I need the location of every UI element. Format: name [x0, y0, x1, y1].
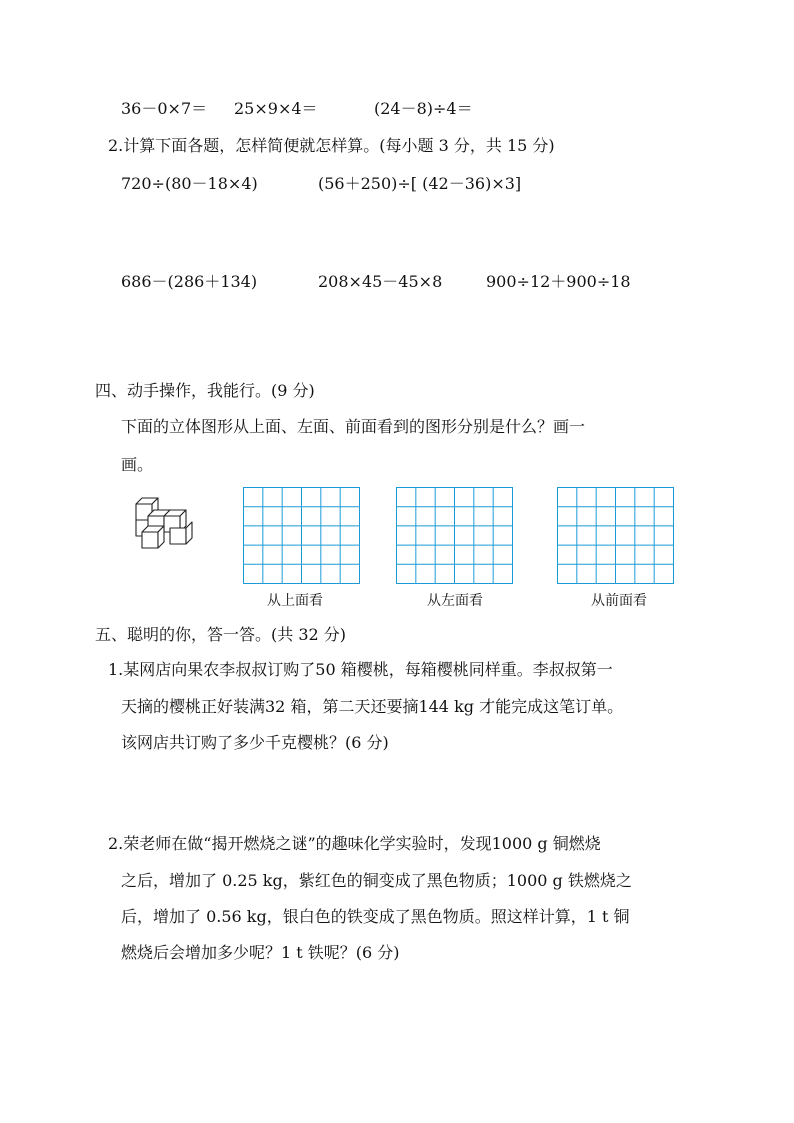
calc-item: 720÷(80－18×4)	[121, 174, 258, 193]
calc-item: (56＋250)÷[ (42－36)×3]	[318, 174, 522, 193]
calc-item: 25×9×4＝	[234, 99, 318, 118]
grid-caption-left: 从左面看	[427, 593, 483, 609]
grid-caption-top: 从上面看	[267, 593, 323, 609]
grid-front-view[interactable]	[557, 487, 675, 585]
cube-stack-figure	[128, 494, 204, 558]
calc-item: 208×45－45×8	[318, 272, 443, 291]
question-1-line: 1.某网店向果农李叔叔订购了50 箱樱桃，每箱樱桃同样重。李叔叔第一	[108, 660, 613, 679]
calc-item: (24－8)÷4＝	[374, 99, 473, 118]
question-2-heading: 2.计算下面各题，怎样简便就怎样算。(每小题 3 分，共 15 分)	[108, 136, 555, 155]
question-2-line: 后，增加了 0.56 kg，银白色的铁变成了黑色物质。照这样计算，1 t 铜	[121, 907, 630, 926]
section-4-heading: 四、动手操作，我能行。(9 分)	[95, 381, 315, 400]
grid-top-view[interactable]	[243, 487, 361, 585]
question-1-line: 该网店共订购了多少千克樱桃？(6 分)	[121, 733, 389, 752]
question-1-line: 天摘的樱桃正好装满32 箱，第二天还要摘144 kg 才能完成这笔订单。	[121, 697, 624, 716]
grid-left-view[interactable]	[396, 487, 514, 585]
grid-caption-front: 从前面看	[591, 593, 647, 609]
question-2-line: 2.荣老师在做“揭开燃烧之谜”的趣味化学实验时，发现1000 g 铜燃烧	[108, 834, 601, 853]
section-5-heading: 五、聪明的你，答一答。(共 32 分)	[95, 625, 347, 644]
calc-item: 686－(286＋134)	[121, 272, 258, 291]
calc-item: 36－0×7＝	[121, 99, 208, 118]
section-4-prompt: 下面的立体图形从上面、左面、前面看到的图形分别是什么？画一	[121, 417, 586, 436]
question-2-line: 燃烧后会增加多少呢？1 t 铁呢？(6 分)	[121, 943, 400, 962]
question-2-line: 之后，增加了 0.25 kg，紫红色的铜变成了黑色物质；1000 g 铁燃烧之	[121, 871, 632, 890]
section-4-prompt: 画。	[121, 455, 154, 474]
calc-item: 900÷12＋900÷18	[486, 272, 631, 291]
